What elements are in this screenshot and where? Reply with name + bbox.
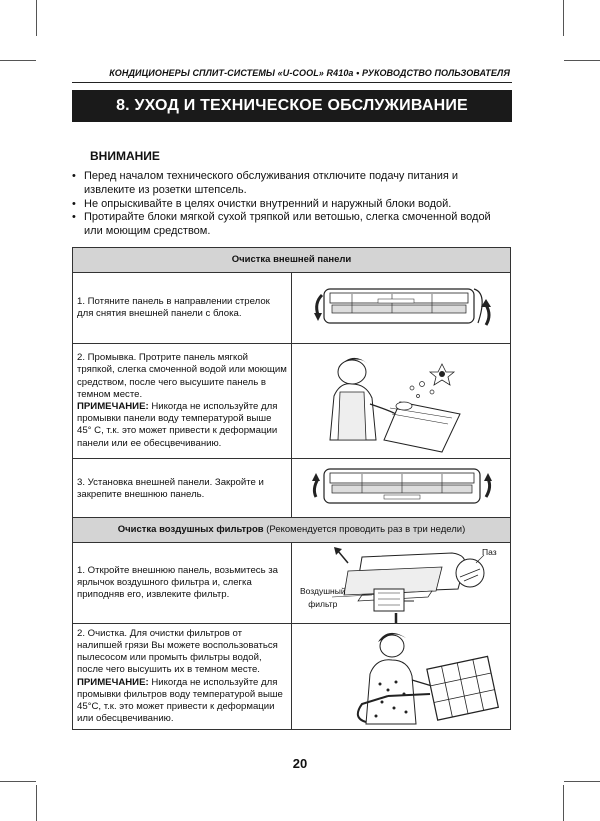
panel-cleaning-table: [72, 247, 511, 520]
label-slot: Паз: [482, 547, 497, 557]
illustration-washing-panel: [292, 344, 510, 458]
table-row: [73, 273, 510, 344]
bullet-icon: •: [72, 170, 76, 182]
illustration-install-panel: [292, 459, 510, 519]
table-row: [73, 459, 510, 519]
crop-mark: [0, 60, 36, 61]
illustration-remove-filter: [292, 543, 510, 623]
warning-list: [72, 170, 512, 239]
filter-cleaning-table: [72, 517, 511, 730]
crop-mark: [563, 785, 564, 821]
list-item: • Не опрыскивайте в целях очистки внутренний и наружный блоки водой.: [72, 197, 452, 210]
step-text: 3. Установка внешней панели. Закройте и закрепите внешнюю панель.: [73, 459, 292, 519]
illustration-remove-panel: [292, 273, 510, 343]
table-header: Очистка внешней панели: [73, 248, 510, 273]
step-text: 2. Промывка. Протрите панель мягкой тряпкой, слегка смоченной водой или моющим средством, после чего высушите панель в темном месте. ПРИМЕЧАНИЕ: Никогда не используйте для промывки панели воду температурой выше 45° С, т.к. это может привести к деформации панели или ее обесцвечиванию.: [73, 344, 292, 458]
crop-mark: [36, 785, 37, 821]
bullet-icon: •: [72, 211, 76, 224]
table-row: [73, 543, 510, 624]
page-number: 20: [292, 756, 308, 771]
warning-heading: ВНИМАНИЕ: [90, 149, 160, 163]
label-air-filter: Воздушный фильтр: [300, 586, 346, 609]
crop-mark: [36, 0, 37, 36]
step-text: 1. Потяните панель в направлении стрелок для снятия внешней панели с блока.: [73, 273, 292, 343]
section-title: 8. УХОД И ТЕХНИЧЕСКОЕ ОБСЛУЖИВАНИЕ: [72, 90, 512, 122]
step-text: 1. Откройте внешнюю панель, возьмитесь за ярлычок воздушного фильтра и, слегка приподняв его, извлеките фильтр.: [73, 543, 292, 623]
table-row: [73, 344, 510, 459]
bullet-icon: •: [72, 197, 76, 210]
step-text: 2. Очистка. Для очистки фильтров от налипшей грязи Вы можете воспользоваться пылесосом или промыть фильтры водой, после чего высушить их в темном месте. ПРИМЕЧАНИЕ: Никогда не используйте для промывки фильтров воду температурой выше 45°С, т.к. это может привести к деформации или обесцвечиванию.: [73, 624, 292, 729]
crop-mark: [564, 781, 600, 782]
list-item: • Протирайте блоки мягкой сухой тряпкой или ветошью, слегка смоченной водой или моющим средством.: [72, 211, 491, 238]
running-header: КОНДИЦИОНЕРЫ СПЛИТ-СИСТЕМЫ «U-COOL» R410a • РУКОВОДСТВО ПОЛЬЗОВАТЕЛЯ: [109, 68, 510, 78]
table-row: [73, 624, 510, 729]
crop-mark: [564, 60, 600, 61]
header-rule: [72, 82, 512, 83]
list-item: • Перед началом технического обслуживания отключите подачу питания и извлеките из розетки штепсель.: [72, 170, 458, 196]
illustration-vacuum-filter: [292, 624, 510, 729]
crop-mark: [563, 0, 564, 36]
crop-mark: [0, 781, 36, 782]
table-header: Очистка воздушных фильтров (Рекомендуется проводить раз в три недели): [73, 518, 510, 543]
